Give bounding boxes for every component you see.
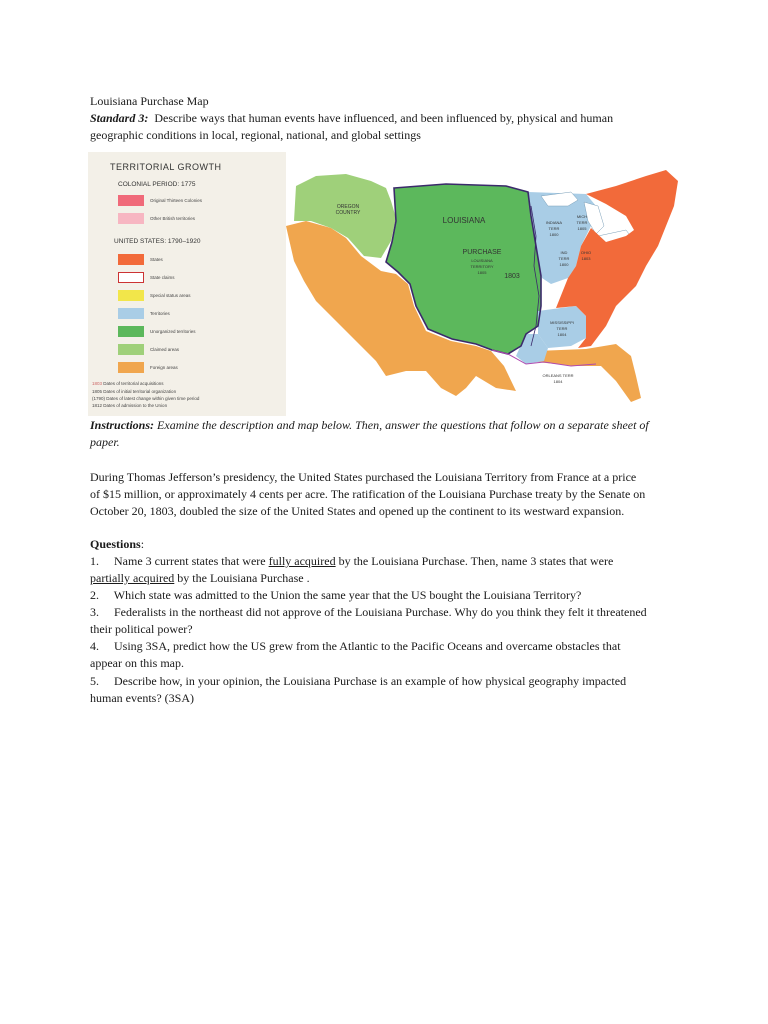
label-oregon: OREGON bbox=[336, 204, 360, 210]
legend-swatch-claimed bbox=[118, 344, 144, 355]
map-legend bbox=[88, 152, 286, 416]
legend-label-states: States bbox=[150, 257, 163, 262]
question-1-line-1: 1. Name 3 current states that were fully acquired by the Louisiana Purchase. Then, name 3 states that were bbox=[90, 554, 614, 568]
label-mississippi: MISSISSIPPI bbox=[550, 320, 574, 325]
label-mich: MICH bbox=[576, 214, 588, 219]
label-country: COUNTRY bbox=[335, 210, 361, 216]
legend-note-acquisitions: 1803 Dates of territorial acquisitions bbox=[92, 381, 164, 386]
question-4-line-1: 4. Using 3SA, predict how the US grew from the Atlantic to the Pacific Oceans and overcame obstacles that bbox=[90, 639, 621, 653]
legend-label-state-claims: State claims bbox=[150, 275, 175, 280]
legend-colonial-heading: COLONIAL PERIOD: 1775 bbox=[118, 181, 196, 188]
legend-label-territories: Territories bbox=[150, 311, 170, 316]
label-territory: TERRITORY bbox=[470, 264, 494, 269]
legend-swatch-territories bbox=[118, 308, 144, 319]
paragraph-line-1: During Thomas Jefferson’s presidency, the United States purchased the Louisiana Territory from France at a price bbox=[90, 470, 637, 484]
label-ind-year: 1800 bbox=[559, 262, 569, 267]
legend-note-latest-change: (1790) Dates of latest change within given time period bbox=[92, 396, 200, 401]
instructions-line-1 bbox=[90, 417, 649, 433]
standard-text-1: Describe ways that human events have influenced, and been influenced by, physical and human bbox=[154, 111, 614, 125]
legend-label-foreign: Foreign areas bbox=[150, 365, 178, 370]
label-indiana: INDIANA bbox=[545, 220, 563, 225]
legend-swatch-british bbox=[118, 213, 144, 224]
question-4-line-2: appear on this map. bbox=[90, 656, 184, 670]
question-5-line-1: 5. Describe how, in your opinion, the Louisiana Purchase is an example of how physical geography impacted bbox=[90, 674, 627, 688]
legend-swatch-foreign bbox=[118, 362, 144, 373]
paragraph-line-2: of $15 million, or approximately 4 cents per acre. The ratification of the Louisiana Purchase treaty by the Senate on bbox=[90, 487, 646, 501]
legend-label-british: Other British territories bbox=[150, 216, 196, 221]
territorial-growth-map bbox=[88, 152, 678, 416]
document-title: Louisiana Purchase Map bbox=[90, 94, 209, 108]
legend-swatch-states bbox=[118, 254, 144, 265]
label-ind: IND bbox=[560, 250, 568, 255]
legend-label-colonies: Original Thirteen Colonies bbox=[150, 198, 202, 203]
standard-label: Standard 3: bbox=[90, 111, 149, 125]
label-louisiana-small: LOUISIANA bbox=[471, 258, 493, 263]
label-purchase: PURCHASE bbox=[462, 249, 502, 256]
label-terr-year: 1805 bbox=[477, 270, 487, 275]
question-1-line-2: partially acquired by the Louisiana Purchase . bbox=[90, 571, 310, 585]
label-indiana-year: 1800 bbox=[549, 232, 559, 237]
label-miss-year: 1804 bbox=[557, 332, 567, 337]
label-mich-terr: TERR bbox=[576, 220, 588, 225]
legend-label-claimed: Claimed areas bbox=[150, 347, 180, 352]
legend-note-admission: 1812 Dates of admission to the Union bbox=[92, 403, 168, 408]
legend-label-special: Special status areas bbox=[150, 293, 191, 298]
standard-text-2: geographic conditions in local, regional, national, and global settings bbox=[90, 128, 421, 142]
legend-title: TERRITORIAL GROWTH bbox=[110, 162, 222, 172]
question-3-line-2: their political power? bbox=[90, 622, 193, 636]
label-mich-year: 1805 bbox=[577, 226, 587, 231]
instructions-text-1: Examine the description and map below. Then, answer the questions that follow on a separate sheet of bbox=[157, 418, 649, 432]
question-2: 2. Which state was admitted to the Union the same year that the US bought the Louisiana Territory? bbox=[90, 588, 582, 602]
label-miss-terr: TERR bbox=[556, 326, 568, 331]
legend-label-unorganized: Unorganized territories bbox=[150, 329, 196, 334]
legend-swatch-colonies bbox=[118, 195, 144, 206]
label-indiana-terr: TERR bbox=[548, 226, 560, 231]
legend-swatch-unorganized bbox=[118, 326, 144, 337]
legend-us-heading: UNITED STATES: 1790–1920 bbox=[114, 238, 201, 245]
paragraph-line-3: October 20, 1803, doubled the size of the United States and opened up the continent to its westward expansion. bbox=[90, 504, 625, 518]
question-3-line-1: 3. Federalists in the northeast did not approve of the Louisiana Purchase. Why do you think they felt it threatened bbox=[90, 605, 647, 619]
label-louisiana: LOUISIANA bbox=[442, 216, 486, 225]
label-purchase-year: 1803 bbox=[504, 273, 520, 280]
instructions-text-2: paper. bbox=[90, 435, 120, 449]
instructions-label: Instructions: bbox=[90, 418, 155, 432]
label-ohio-year: 1803 bbox=[581, 256, 591, 261]
us-map bbox=[286, 166, 678, 416]
label-orleans: ORLEANS TERR bbox=[542, 373, 574, 378]
standard-line-1 bbox=[90, 110, 613, 126]
legend-note-organization: 1805 Dates of initial territorial organization bbox=[92, 389, 177, 394]
label-ohio: OHIO bbox=[580, 250, 592, 255]
questions-heading: Questions: bbox=[90, 537, 145, 551]
legend-swatch-state-claims bbox=[118, 272, 144, 283]
label-ind-terr: TERR bbox=[558, 256, 570, 261]
label-orleans-year: 1804 bbox=[553, 379, 563, 384]
legend-swatch-special bbox=[118, 290, 144, 301]
question-5-line-2: human events? (3SA) bbox=[90, 691, 194, 705]
